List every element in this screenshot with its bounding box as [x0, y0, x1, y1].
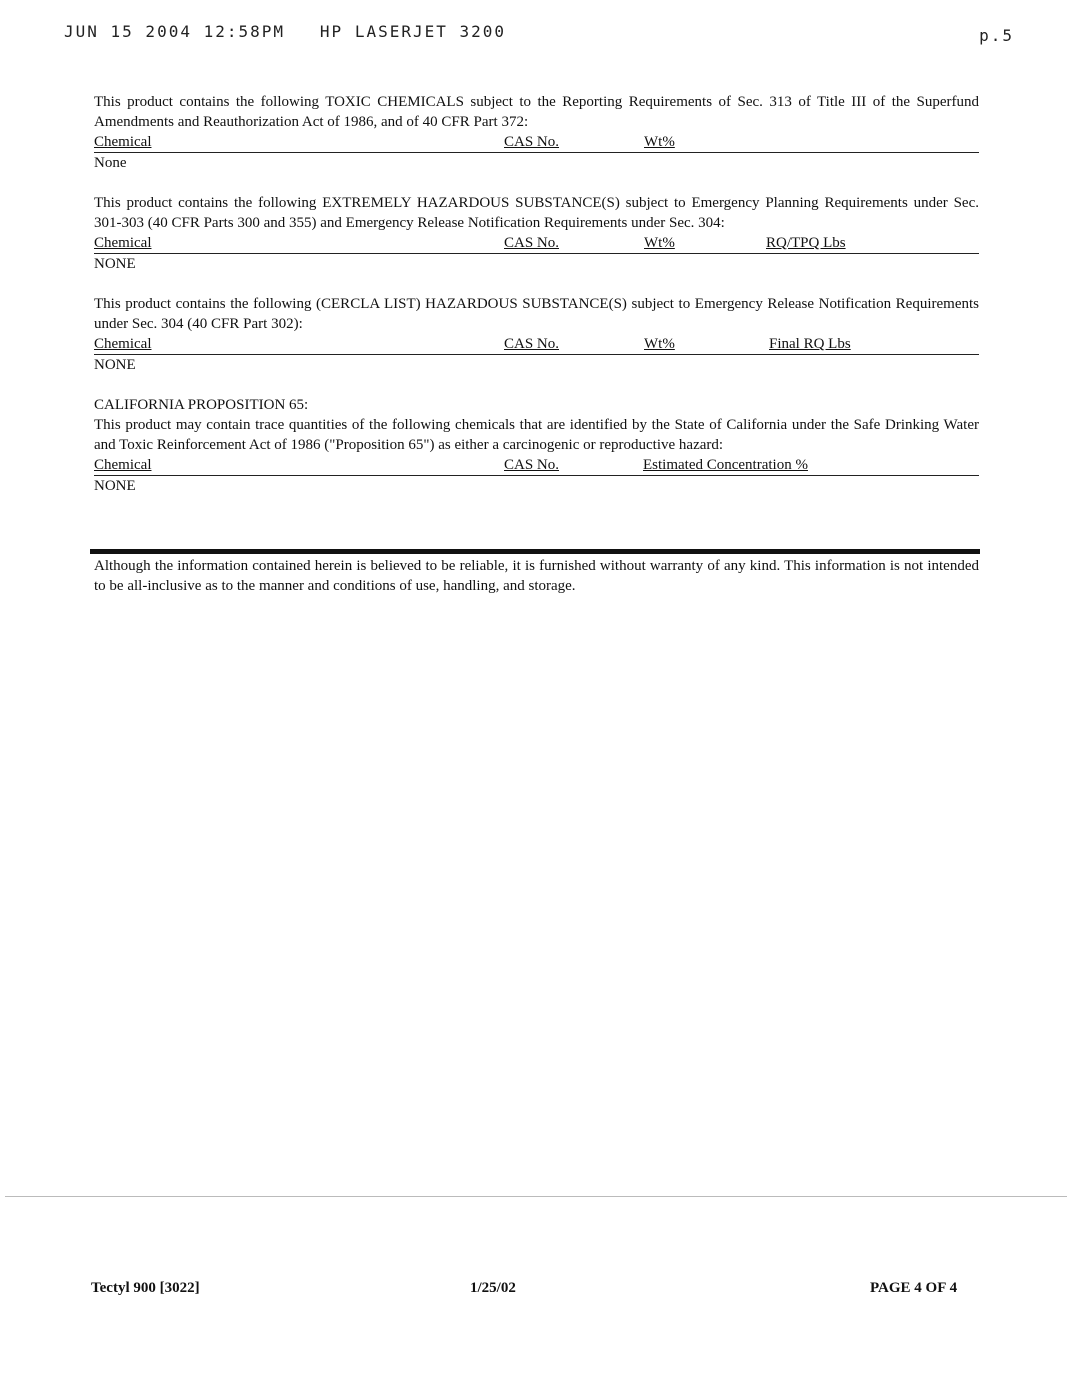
section-title: CALIFORNIA PROPOSITION 65:	[94, 397, 309, 413]
col-wt: Wt%	[644, 134, 675, 150]
col-estimated-concentration: Estimated Concentration %	[643, 457, 808, 473]
footer-product: Tectyl 900 [3022]	[91, 1280, 200, 1296]
col-chemical: Chemical	[94, 235, 152, 251]
table-header	[94, 455, 979, 476]
document-body	[94, 92, 979, 516]
fax-page-number: p.5	[979, 26, 1014, 45]
table-header	[94, 233, 979, 254]
col-cas-no: CAS No.	[504, 235, 560, 251]
col-cas-no: CAS No.	[504, 134, 560, 150]
section-text: This product may contain trace quantities of the following chemicals that are identified by the State of California under the Safe Drinking Water and Toxic Reinforcement Act of 1986 ("Proposition 65") as either a carcinogenic or reproductive hazard:	[94, 417, 979, 453]
col-chemical: Chemical	[94, 336, 152, 352]
section-text: This product contains the following EXTREMELY HAZARDOUS SUBSTANCE(S) subject to Emergency Planning Requirements under Sec. 301-303 (40 CFR Parts 300 and 355) and Emergency Release Notification Requirements under Sec. 304:	[94, 195, 979, 231]
section-prop65	[94, 395, 979, 496]
col-wt: Wt%	[644, 235, 675, 251]
footer-page: PAGE 4 OF 4	[870, 1280, 958, 1296]
section-extremely-hazardous	[94, 193, 979, 274]
col-wt: Wt%	[644, 336, 675, 352]
divider-rule	[90, 549, 980, 554]
col-chemical: Chemical	[94, 457, 152, 473]
section-toxic-chemicals	[94, 92, 979, 173]
col-cas-no: CAS No.	[504, 336, 560, 352]
col-chemical: Chemical	[94, 134, 152, 150]
table-header	[94, 132, 979, 153]
section-text: This product contains the following (CERCLA LIST) HAZARDOUS SUBSTANCE(S) subject to Emergency Release Notification Requirements under Sec. 304 (40 CFR Part 302):	[94, 296, 979, 332]
fax-header-info: JUN 15 2004 12:58PM HP LASERJET 3200	[64, 22, 507, 41]
table-header	[94, 334, 979, 355]
col-cas-no: CAS No.	[504, 457, 560, 473]
footer-date: 1/25/02	[470, 1280, 516, 1296]
section-value: NONE	[94, 478, 136, 494]
footer-divider	[5, 1196, 1067, 1197]
col-rq-tpq: RQ/TPQ Lbs	[766, 235, 846, 251]
section-value: NONE	[94, 256, 136, 272]
section-text: This product contains the following TOXIC CHEMICALS subject to the Reporting Requirements of Sec. 313 of Title III of the Superfund Amendments and Reauthorization Act of 1986, and of 40 CFR Part 372:	[94, 94, 979, 130]
section-value: NONE	[94, 357, 136, 373]
disclaimer: Although the information contained herein is believed to be reliable, it is furnished without warranty of any kind. This information is not intended to be all-inclusive as to the manner and conditions of use, handling, and storage.	[94, 558, 979, 594]
section-cercla	[94, 294, 979, 375]
col-final-rq: Final RQ Lbs	[769, 336, 851, 352]
section-value: None	[94, 155, 127, 171]
